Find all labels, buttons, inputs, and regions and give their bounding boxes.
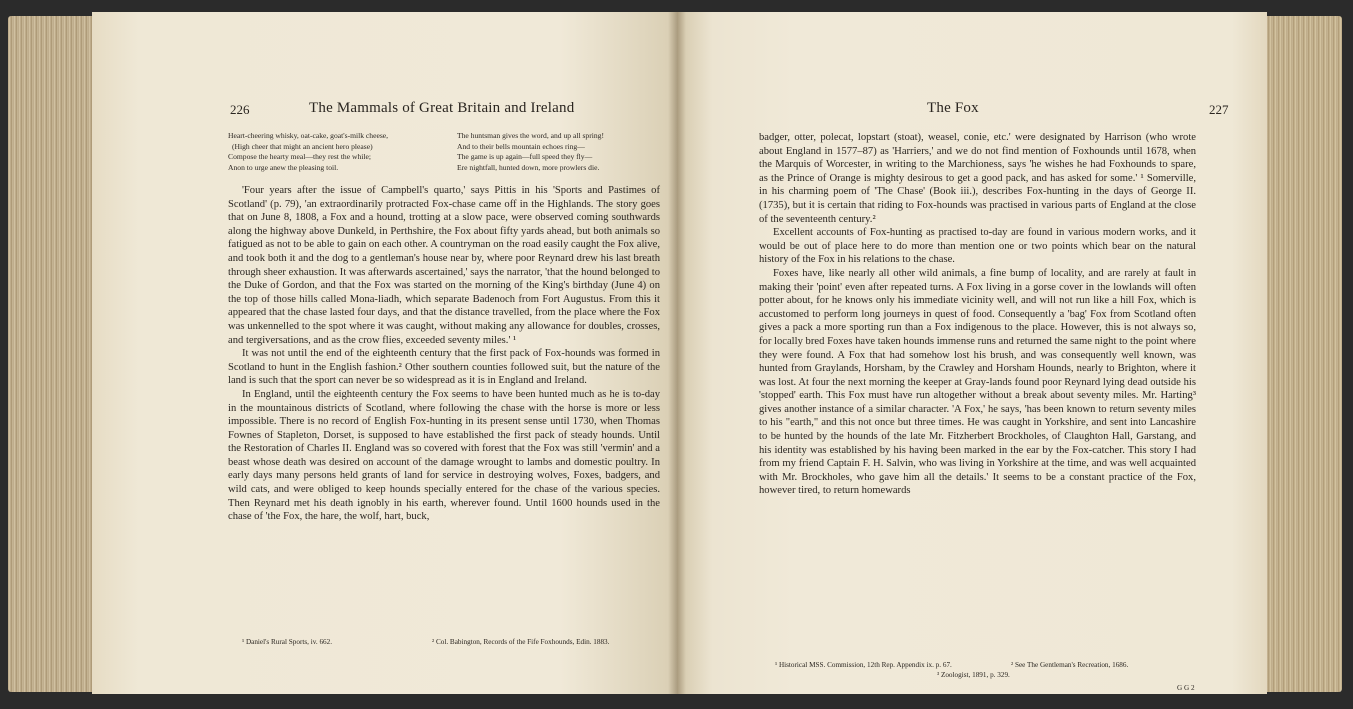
body-text-right <box>759 131 1196 498</box>
paragraph: 'Four years after the issue of Campbell's quarto,' says Pittis in his 'Sports and Pastimes of Scotland' (p. 79), 'an extraordinarily protracted Fox-chase came off in the Highlands. The story goes that on June 8, 1808, a Fox and a hound, trotting at a slow pace, were observed coming southwards along the highway above Dunkeld, in Perthshire, the Fox about fifty yards ahead, but both animals so fatigued as not to be able to gain on each other. A countryman on the road easily caught the Fox alive, and took both it and the dog to a gentleman's house near by, where poor Reynard drew his last breath through sheer exhaustion. It was afterwards ascertained,' says the narrator, 'that the hound belonged to the Duke of Gordon, and that the Fox was started on the morning of the King's birthday (June 4) on the top of those hills called Mona-liadh, which separate Badenoch from Fort Augustus. From this it appeared that the chase lasted four days, and that the distance travelled, from the place where the Fox was unkennelled to the spot where it was caught, without making any allowance for doubles, crosses, and tergiversations, and as the crow flies, exceeded seventy miles.' ¹ <box>228 185 661 346</box>
paragraph: Excellent accounts of Fox-hunting as practised to-day are found in various modern works, and it would be out of place here to do more than mention one or two points which bear on the natural history of the Fox in his relations to the chase. <box>759 227 1196 266</box>
verse-line: The huntsman gives the word, and up all spring! <box>457 131 604 140</box>
paragraph: In England, until the eighteenth century the Fox seems to have been hunted much as he is to-day in the mountainous districts of Scotland, where following the chase with the horse is more or less impossible. There is no record of English Fox-hunting in its present sense until 1730, when Thomas Fownes of Stapleton, Dorset, is supposed to have established the first pack of steady hounds. Until the Restoration of Charles II. England was so covered with forest that the Fox was still 'vermin' and a beast whose death was desired on account of the damage wrought to lambs and domestic poultry. In early days many persons held grants of land for service in destroying wolves, Foxes, badgers, and wild cats, and were obliged to keep hounds specially entered for the chase of the various species. Then Reynard met his death ignobly in his earth, wherever found. Until 1600 hounds used in the chase of 'the Fox, the hare, the wolf, hart, buck, <box>228 388 660 523</box>
footnote-2: ² Col. Babington, Records of the Fife Foxhounds, Edin. 1883. <box>432 638 610 646</box>
running-head-right: The Fox <box>927 100 979 116</box>
paragraph: It was not until the end of the eighteenth century that the first pack of Fox-hounds was formed in Scotland to hunt in the English fashion.² Other southern counties followed suit, but the nature of the land is such that the sport can never be so widespread as it is in England and Ireland. <box>228 348 660 387</box>
right-page <box>677 12 1267 694</box>
verse-column-left <box>228 131 388 173</box>
paragraph: Foxes have, like nearly all other wild animals, a fine bump of locality, and are rarely at fault in making their 'point' even after repeated turns. A Fox living in a gorse cover in the lowlands will often potter about, for he knows only his immediate vicinity well, and will not run like a hill Fox, which is accustomed to perform long journeys in quest of food. Consequently a 'bag' Fox from Scotland often gives a pack a more sporting run than a Fox indigenous to the place. However, this is not always so, for locally bred Foxes have taken hounds immense runs and returned the same night to the point where they were found. A Fox that had somehow lost his brush, and was consequently well known, was hunted from Graylands, Horsham, by the Crawley and Horsham Hounds, nearly to Brighton, where it was lost. At four the next morning the keeper at Gray-lands found poor Reynard lying dead outside his 'stopped' earth. This Fox must have run altogether without a break about seventy miles. Mr. Harting³ gives another instance of a similar character. 'A Fox,' he says, 'has been known to return seventy miles to his "earth," and this not once but three times. He was caught in Yorkshire, and sent into Lancashire to be hunted by the hounds of the late Mr. Fitzherbert Brockholes, of Claughton Hall, Garstang, and his identity was established by his having been marked in the ear by the Fox-catcher. This story I had from my friend Captain F. H. Salvin, who was living in Yorkshire at the time, and was well acquainted with Mr. Brockholes, who gave him all the details.' It seems to be a constant practice of the Fox, however tired, to return homewards <box>759 267 1196 497</box>
verse-line: And to their bells mountain echoes ring— <box>457 141 585 151</box>
verse-line: (High cheer that might an ancient hero please) <box>232 141 373 151</box>
left-page-edges <box>8 16 94 692</box>
footnote-1: ¹ Daniel's Rural Sports, iv. 662. <box>242 638 333 646</box>
verse-column-right <box>457 131 604 173</box>
paragraph: badger, otter, polecat, lopstart (stoat), weasel, conie, etc.' were designated by Harrison (who wrote about England in 1577–87) as 'Harriers,' and we do not find mention of Foxhounds until 1678, when the Marquis of Worcester, in writing to the Marchioness, says 'he wishes he had Foxhounds to spare, as the Prince of Orange is mighty desirous to get a good pack, and has asked for some.' ¹ Somerville, in his charming poem of 'The Chase' (Book iii.), describes Fox-hunting in the days of George II. (1735), but it is certain that riding to Fox-hounds was practised in various parts of England at the close of the seventeenth century.² <box>759 132 1196 225</box>
verse-line: Anon to urge anew the pleasing toil. <box>228 162 339 172</box>
body-text-left <box>228 184 660 524</box>
verse-line: Ere nightfall, hunted down, more prowlers die. <box>457 162 600 172</box>
footnote-1: ¹ Historical MSS. Commission, 12th Rep. Appendix ix. p. 67. <box>775 661 952 669</box>
book-gutter <box>668 12 686 694</box>
page-number-right: 227 <box>1209 102 1229 117</box>
verse-line: The game is up again—full speed they fly— <box>457 152 593 162</box>
verse-line: Compose the hearty meal—they rest the while; <box>228 152 371 162</box>
left-page <box>92 12 677 694</box>
footnote-2: ² See The Gentleman's Recreation, 1686. <box>1011 661 1129 669</box>
right-page-edges <box>1262 16 1342 692</box>
running-head-left: The Mammals of Great Britain and Ireland <box>309 100 575 116</box>
page-number-left: 226 <box>230 102 250 117</box>
footnote-3: ³ Zoologist, 1891, p. 329. <box>937 671 1010 679</box>
signature-mark: G G 2 <box>1177 684 1195 692</box>
verse-line: Heart-cheering whisky, oat-cake, goat's-milk cheese, <box>228 131 389 140</box>
